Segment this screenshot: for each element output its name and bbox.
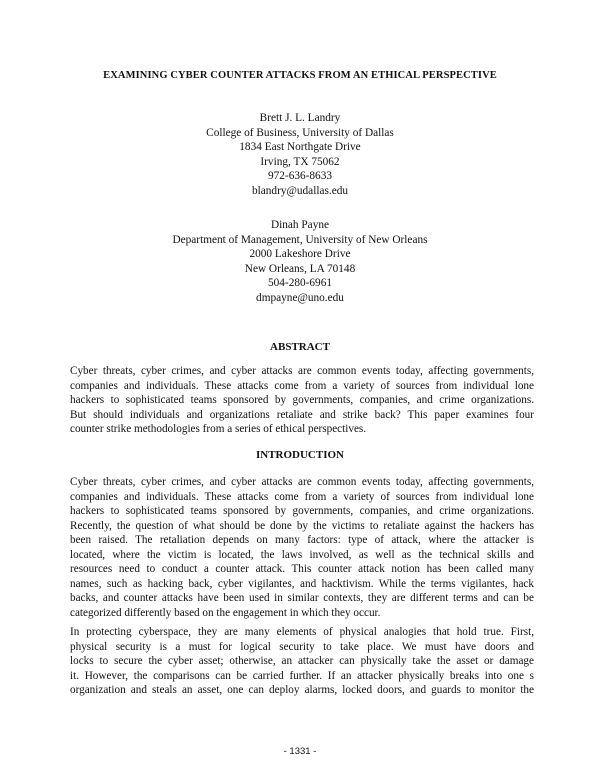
author-1 (0, 111, 600, 199)
text-line: Cyber threats, cyber crimes, and cyber attacks are common events today, affecting governments, (70, 365, 534, 377)
text-line: located, where the victim is located, the laws involved, as well as the technical skills and (70, 548, 534, 561)
text-line: resources need to conduct a counter attack. This counter attack notion has been called many (70, 563, 534, 576)
text-line: physical security is a must for logical security to take place. We must have doors and (70, 640, 534, 653)
paper-title: EXAMINING CYBER COUNTER ATTACKS FROM AN ETHICAL PERSPECTIVE (103, 70, 497, 81)
introduction-heading: INTRODUCTION (255, 449, 344, 461)
author-1-city: Irving, TX 75062 (260, 155, 340, 168)
text-line: names, such as hacking back, cyber vigilantes, and hacktivism. While the terms vigilantes, hack (70, 577, 534, 590)
author-1-street: 1834 East Northgate Drive (239, 141, 361, 154)
text-line: backs, and counter attacks have been used in similar contexts, they are different terms and can be (70, 592, 534, 605)
text-line: categorized differently based on the engagement in which they occur. (70, 606, 381, 619)
text-line: Recently, the question of what should be done by the victims to retaliate against the hackers has (70, 519, 534, 532)
author-1-name: Brett J. L. Landry (259, 112, 341, 124)
text-line: companies and individuals. These attacks come from a variety of sources from individual lone (70, 379, 534, 392)
author-2-name: Dinah Payne (270, 219, 330, 231)
introduction-paragraph-1 (70, 475, 534, 620)
text-line: locks to secure the cyber asset; otherwise, an attacker can physically take the asset or damage (70, 655, 534, 668)
text-line: In protecting cyberspace, they are many elements of physical analogies that hold true. First, (70, 626, 534, 638)
author-2 (0, 218, 600, 306)
text-line: But should individuals and organizations retaliate and strike back? This paper examines four (70, 408, 534, 421)
text-line: organization and steals an asset, one can deploy alarms, locked doors, and guards to monitor the (70, 684, 534, 697)
text-line: counter strike methodologies from a series of ethical perspectives. (70, 423, 367, 436)
author-2-city: New Orleans, LA 70148 (244, 262, 356, 275)
author-2-email: dmpayne@uno.edu (256, 291, 344, 304)
text-line: hackers to sophisticated teams sponsored by governments, companies, and crime organizations. (70, 505, 534, 518)
author-2-affiliation: Department of Management, University of New Orleans (172, 233, 428, 246)
author-1-phone: 972-636-8633 (267, 170, 332, 183)
text-line: been raised. The retaliation depends on many factors: type of attack, where the attacker is (70, 534, 534, 547)
text-line: companies and individuals. These attacks come from a variety of sources from individual lone (70, 490, 534, 503)
introduction-paragraph-2 (70, 625, 534, 698)
author-1-email: blandry@udallas.edu (251, 184, 349, 197)
abstract-heading: ABSTRACT (270, 341, 330, 353)
author-2-street: 2000 Lakeshore Drive (249, 248, 351, 261)
abstract-paragraph (70, 364, 534, 437)
page-number: - 1331 - (283, 746, 317, 757)
text-line: Cyber threats, cyber crimes, and cyber attacks are common events today, affecting governments, (70, 476, 534, 488)
author-1-affiliation: College of Business, University of Dallas (206, 126, 394, 139)
text-line: hackers to sophisticated teams sponsored by governments, companies, and crime organizations. (70, 394, 534, 407)
text-line: it. However, the comparisons can be carried further. If an attacker physically breaks into one s (70, 669, 534, 682)
author-2-phone: 504-280-6961 (267, 277, 332, 290)
